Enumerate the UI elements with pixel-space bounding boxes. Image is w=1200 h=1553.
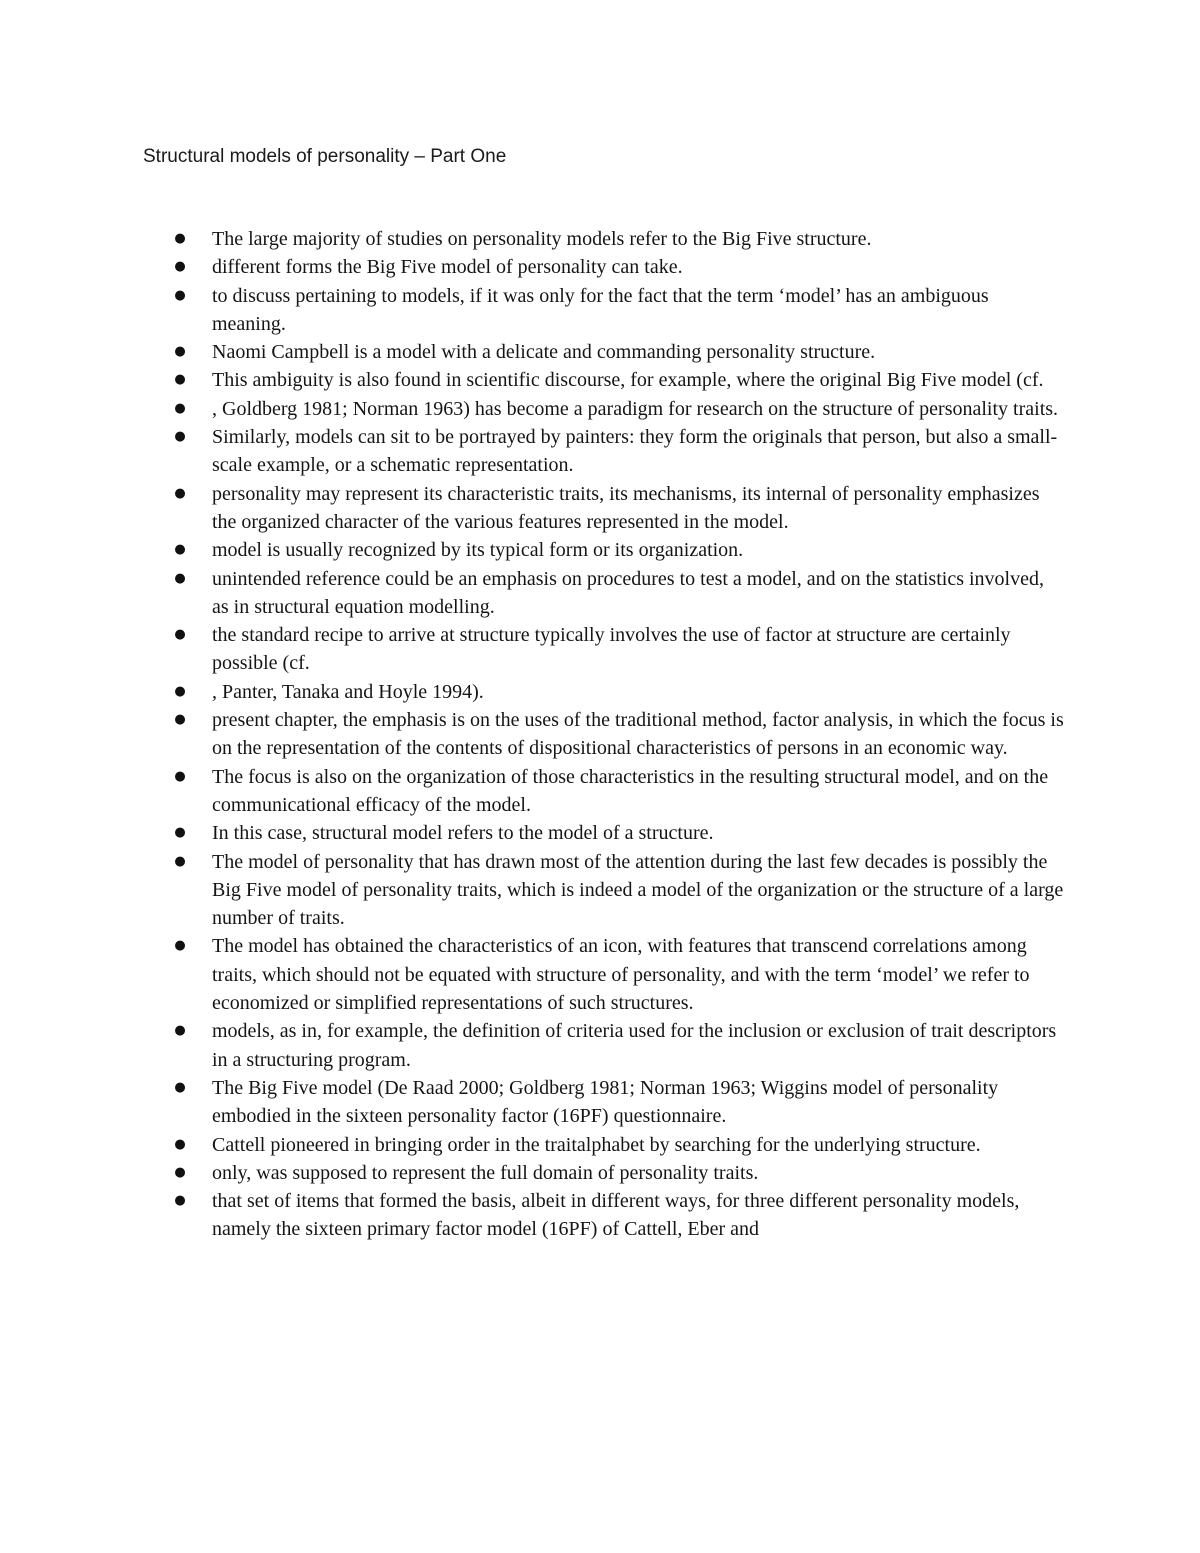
list-item xyxy=(0,1074,1200,1131)
bullet-text: The model has obtained the characteristics of an icon, with features that transcend correlations among traits, which should not be equated with structure of personality, and with the term ‘model’ we refer to economized or simplified representations of such structures. xyxy=(212,935,1030,1015)
list-item xyxy=(0,706,1200,763)
bullet-text: that set of items that formed the basis, albeit in different ways, for three different personality models, namely the sixteen primary factor model (16PF) of Cattell, Eber and xyxy=(212,1190,1020,1241)
list-item xyxy=(0,848,1200,933)
bullet-text: Cattell pioneered in bringing order in the traitalphabet by searching for the underlying structure. xyxy=(212,1133,981,1156)
bullet-point-icon: ● xyxy=(174,938,186,954)
bullet-point-icon: ● xyxy=(174,1164,186,1180)
bullet-point-icon: ● xyxy=(174,542,186,558)
bullet-list xyxy=(0,225,1200,1244)
list-item xyxy=(0,338,1200,366)
bullet-point-icon: ● xyxy=(174,570,186,586)
bullet-point-icon: ● xyxy=(174,344,186,360)
bullet-text: Naomi Campbell is a model with a delicate and commanding personality structure. xyxy=(212,341,876,364)
bullet-point-icon: ● xyxy=(174,712,186,728)
bullet-point-icon: ● xyxy=(174,1023,186,1039)
list-item xyxy=(0,395,1200,423)
bullet-point-icon: ● xyxy=(174,287,186,303)
bullet-text: models, as in, for example, the definition of criteria used for the inclusion or exclusion of trait descriptors in a structuring program. xyxy=(212,1020,1057,1071)
list-item xyxy=(0,1017,1200,1074)
bullet-point-icon: ● xyxy=(174,1079,186,1095)
bullet-point-icon: ● xyxy=(174,825,186,841)
bullet-point-icon: ● xyxy=(174,683,186,699)
bullet-text: only, was supposed to represent the full domain of personality traits. xyxy=(212,1161,759,1184)
bullet-point-icon: ● xyxy=(174,768,186,784)
bullet-point-icon: ● xyxy=(174,1193,186,1209)
bullet-text: Similarly, models can sit to be portrayed by painters: they form the originals that person, but also a small-scale example, or a schematic representation. xyxy=(212,426,1058,477)
bullet-text: , Panter, Tanaka and Hoyle 1994). xyxy=(212,680,484,703)
bullet-point-icon: ● xyxy=(174,485,186,501)
bullet-text: In this case, structural model refers to the model of a structure. xyxy=(212,822,714,845)
list-item xyxy=(0,366,1200,394)
list-item xyxy=(0,763,1200,820)
bullet-text: The model of personality that has drawn most of the attention during the last few decades is possibly the Big Five model of personality traits, which is indeed a model of the organization or the structure of a large number of traits. xyxy=(212,850,1064,930)
bullet-text: This ambiguity is also found in scientific discourse, for example, where the original Big Five model (cf. xyxy=(212,369,1044,392)
bullet-text: present chapter, the emphasis is on the uses of the traditional method, factor analysis, in which the focus is on the representation of the contents of dispositional characteristics of persons in an economic way. xyxy=(212,709,1064,760)
bullet-point-icon: ● xyxy=(174,259,186,275)
list-item xyxy=(0,819,1200,847)
bullet-text: the standard recipe to arrive at structure typically involves the use of factor at structure are certainly possible (cf. xyxy=(212,624,1011,675)
bullet-text: unintended reference could be an emphasis on procedures to test a model, and on the statistics involved, as in structural equation modelling. xyxy=(212,567,1044,618)
list-item xyxy=(0,1159,1200,1187)
bullet-text: The large majority of studies on personality models refer to the Big Five structure. xyxy=(212,228,872,250)
bullet-point-icon: ● xyxy=(174,853,186,869)
bullet-text: model is usually recognized by its typical form or its organization. xyxy=(212,539,744,562)
list-item xyxy=(0,282,1200,339)
list-item xyxy=(0,480,1200,537)
list-item xyxy=(0,678,1200,706)
bullet-point-icon: ● xyxy=(174,429,186,445)
list-item xyxy=(0,932,1200,1017)
bullet-text: to discuss pertaining to models, if it was only for the fact that the term ‘model’ has an ambiguous meaning. xyxy=(212,284,989,335)
list-item xyxy=(0,225,1200,253)
list-item xyxy=(0,1187,1200,1244)
bullet-point-icon: ● xyxy=(174,231,186,246)
list-item xyxy=(0,423,1200,480)
bullet-point-icon: ● xyxy=(174,372,186,388)
bullet-text: different forms the Big Five model of personality can take. xyxy=(212,256,683,279)
bullet-point-icon: ● xyxy=(174,1136,186,1152)
bullet-point-icon: ● xyxy=(174,627,186,643)
list-item xyxy=(0,565,1200,622)
bullet-text: , Goldberg 1981; Norman 1963) has become a paradigm for research on the structure of personality traits. xyxy=(212,397,1059,420)
list-item xyxy=(0,253,1200,281)
bullet-text: The focus is also on the organization of those characteristics in the resulting structural model, and on the communicational efficacy of the model. xyxy=(212,765,1049,816)
document-title: Structural models of personality – Part One xyxy=(143,146,507,167)
bullet-point-icon: ● xyxy=(174,400,186,416)
list-item xyxy=(0,621,1200,678)
list-item xyxy=(0,1131,1200,1159)
list-item xyxy=(0,536,1200,564)
bullet-text: personality may represent its characteristic traits, its mechanisms, its internal of personality emphasizes the organized character of the various features represented in the model. xyxy=(212,482,1040,533)
bullet-text: The Big Five model (De Raad 2000; Goldberg 1981; Norman 1963; Wiggins model of personality embodied in the sixteen personality factor (16PF) questionnaire. xyxy=(212,1076,999,1128)
